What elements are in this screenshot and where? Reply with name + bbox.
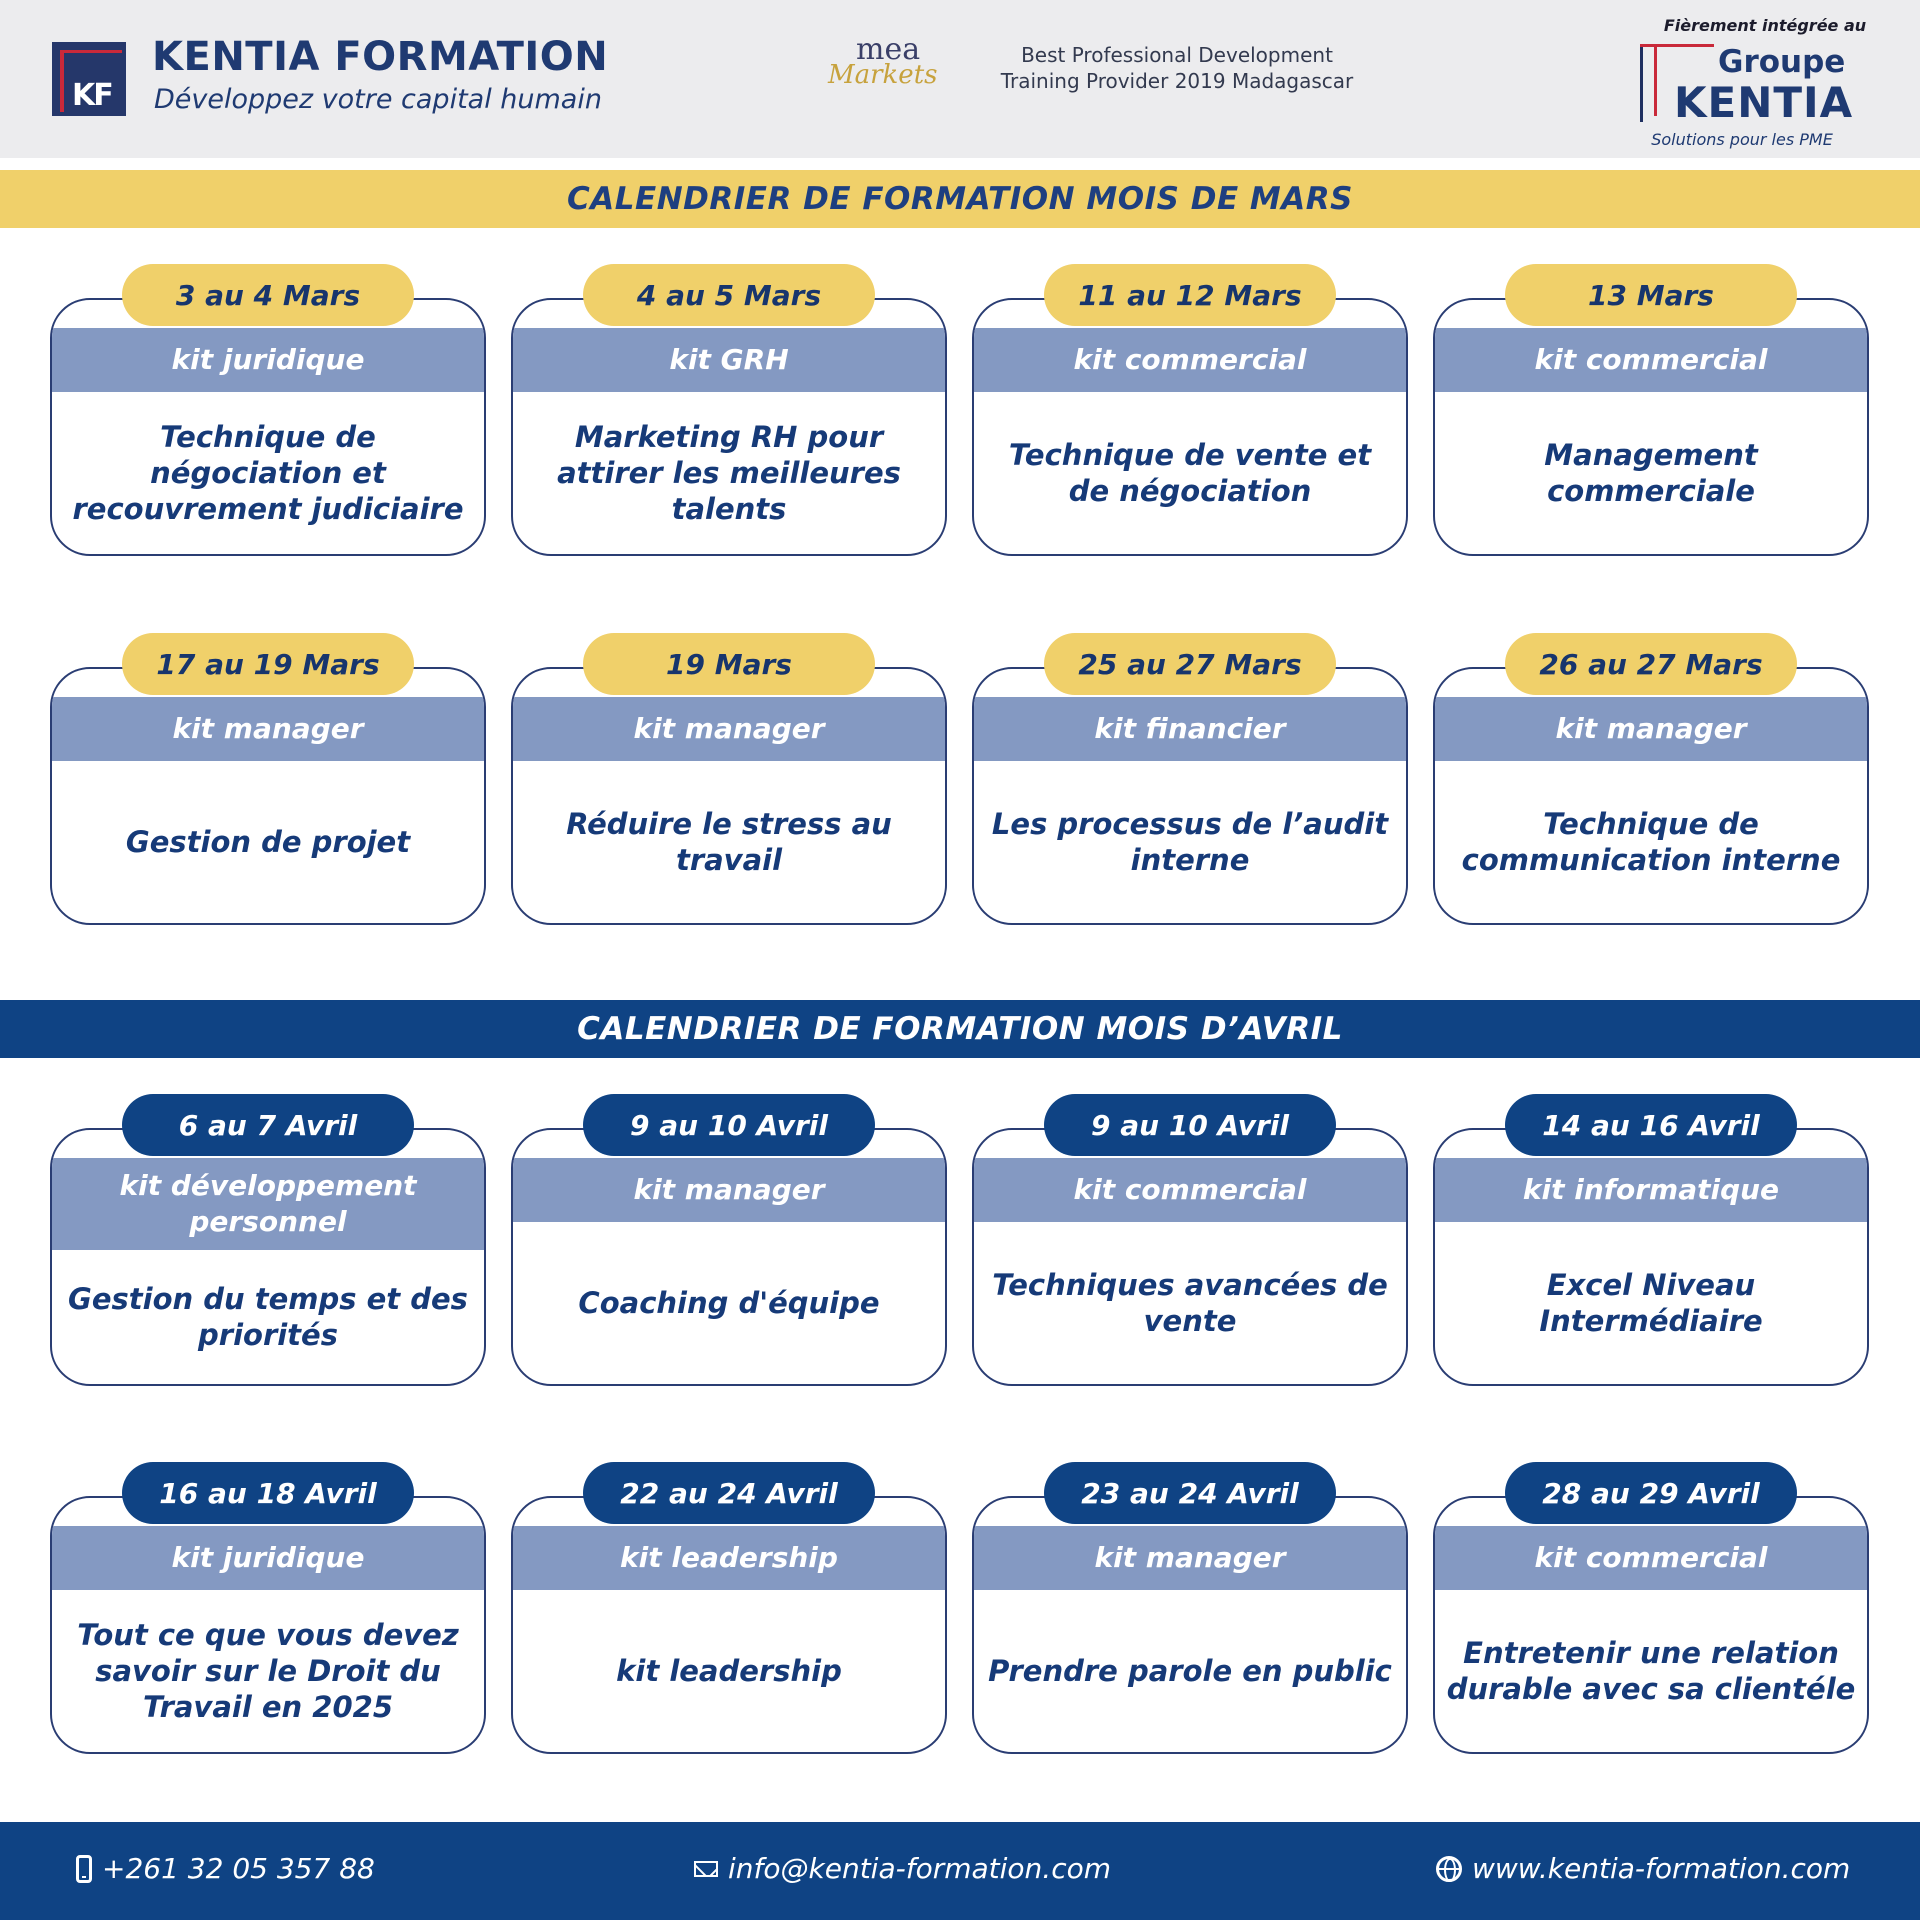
card-frame	[972, 298, 1408, 556]
training-card	[1433, 264, 1869, 556]
footer-website[interactable]: www.kentia-formation.com	[1436, 1852, 1850, 1885]
section-title-mars: CALENDRIER DE FORMATION MOIS DE MARS	[0, 170, 1920, 228]
training-card	[972, 633, 1408, 925]
card-frame	[1433, 1128, 1869, 1386]
date-badge: 9 au 10 Avril	[583, 1094, 875, 1156]
card-frame	[511, 667, 947, 925]
card-frame	[50, 667, 486, 925]
training-title: Technique de communication interne	[1461, 807, 1841, 877]
training-title: Technique de vente et de négociation	[1008, 438, 1372, 508]
date-badge: 6 au 7 Avril	[122, 1094, 414, 1156]
mail-icon	[694, 1861, 718, 1877]
training-card	[50, 633, 486, 925]
kentia-formation-logo: KF	[52, 42, 126, 116]
training-title: Technique de négociation et recouvrement judiciaire	[72, 420, 464, 526]
footer-email[interactable]: info@kentia-formation.com	[694, 1852, 1111, 1885]
footer-phone[interactable]: +261 32 05 357 88	[76, 1852, 375, 1885]
training-title: Prendre parole en public	[988, 1654, 1392, 1688]
date-badge: 23 au 24 Avril	[1044, 1462, 1336, 1524]
kit-label: kit GRH	[513, 328, 945, 392]
date-badge: 9 au 10 Avril	[1044, 1094, 1336, 1156]
training-title: Marketing RH pour attirer les meilleures talents	[557, 420, 901, 526]
date-badge: 22 au 24 Avril	[583, 1462, 875, 1524]
date-badge: 13 Mars	[1505, 264, 1797, 326]
kit-label: kit financier	[974, 697, 1406, 761]
award-text: Best Professional Development Training Provider 2019 Madagascar	[1000, 43, 1354, 93]
card-frame	[50, 1128, 486, 1386]
training-title: Gestion du temps et des priorités	[68, 1282, 468, 1352]
groupe-kentia-logo: Groupe KENTIA	[1640, 44, 1846, 122]
date-badge: 4 au 5 Mars	[583, 264, 875, 326]
brand-name: KENTIA FORMATION	[152, 34, 609, 80]
card-frame	[972, 1496, 1408, 1754]
kit-label: kit commercial	[1435, 1526, 1867, 1590]
training-card	[1433, 633, 1869, 925]
date-badge: 16 au 18 Avril	[122, 1462, 414, 1524]
date-badge: 17 au 19 Mars	[122, 633, 414, 695]
date-badge: 26 au 27 Mars	[1505, 633, 1797, 695]
kit-label: kit informatique	[1435, 1158, 1867, 1222]
training-title: Réduire le stress au travail	[566, 807, 892, 877]
card-frame	[50, 298, 486, 556]
date-badge: 11 au 12 Mars	[1044, 264, 1336, 326]
card-frame	[50, 1496, 486, 1754]
training-card	[511, 1094, 947, 1386]
training-title: Les processus de l’audit interne	[991, 807, 1389, 877]
date-badge: 19 Mars	[583, 633, 875, 695]
kit-label: kit manager	[974, 1526, 1406, 1590]
training-card	[50, 1094, 486, 1386]
kit-label: kit manager	[1435, 697, 1867, 761]
date-badge: 14 au 16 Avril	[1505, 1094, 1797, 1156]
training-card	[50, 264, 486, 556]
date-badge: 25 au 27 Mars	[1044, 633, 1336, 695]
phone-icon	[76, 1855, 92, 1883]
section-title-avril: CALENDRIER DE FORMATION MOIS D’AVRIL	[0, 1000, 1920, 1058]
training-title: Gestion de projet	[125, 825, 411, 859]
training-card	[972, 1462, 1408, 1754]
card-frame	[511, 298, 947, 556]
date-badge: 3 au 4 Mars	[122, 264, 414, 326]
kit-label: kit manager	[513, 1158, 945, 1222]
training-card	[511, 264, 947, 556]
training-title: Techniques avancées de vente	[992, 1268, 1388, 1338]
kit-label: kit commercial	[974, 1158, 1406, 1222]
brand-tagline: Développez votre capital humain	[154, 84, 602, 115]
card-frame	[972, 1128, 1408, 1386]
training-title: Coaching d'équipe	[578, 1286, 880, 1320]
card-frame	[511, 1128, 947, 1386]
date-badge: 28 au 29 Avril	[1505, 1462, 1797, 1524]
training-card	[50, 1462, 486, 1754]
kit-label: kit juridique	[52, 1526, 484, 1590]
training-card	[972, 264, 1408, 556]
card-frame	[972, 667, 1408, 925]
card-frame	[1433, 667, 1869, 925]
globe-icon	[1436, 1856, 1462, 1882]
group-tagline: Solutions pour les PME	[1651, 130, 1833, 149]
training-card	[1433, 1094, 1869, 1386]
kit-label: kit leadership	[513, 1526, 945, 1590]
kit-label: kit développement personnel	[52, 1158, 484, 1250]
card-frame	[511, 1496, 947, 1754]
kit-label: kit juridique	[52, 328, 484, 392]
training-card	[972, 1094, 1408, 1386]
kit-label: kit manager	[52, 697, 484, 761]
header	[0, 0, 1920, 158]
mea-markets-logo: mea Markets	[828, 32, 938, 90]
kit-label: kit manager	[513, 697, 945, 761]
training-card	[1433, 1462, 1869, 1754]
training-title: Tout ce que vous devez savoir sur le Droit du Travail en 2025	[77, 1618, 459, 1724]
training-card	[511, 1462, 947, 1754]
training-title: kit leadership	[616, 1654, 842, 1688]
card-frame	[1433, 1496, 1869, 1754]
training-title: Entretenir une relation durable avec sa clientéle	[1446, 1636, 1856, 1706]
kit-label: kit commercial	[974, 328, 1406, 392]
footer	[0, 1822, 1920, 1920]
training-card	[511, 633, 947, 925]
proud-text: Fièrement intégrée au	[1663, 16, 1867, 35]
card-frame	[1433, 298, 1869, 556]
kit-label: kit commercial	[1435, 328, 1867, 392]
training-title: Management commerciale	[1544, 438, 1758, 508]
training-title: Excel Niveau Intermédiaire	[1539, 1268, 1763, 1338]
